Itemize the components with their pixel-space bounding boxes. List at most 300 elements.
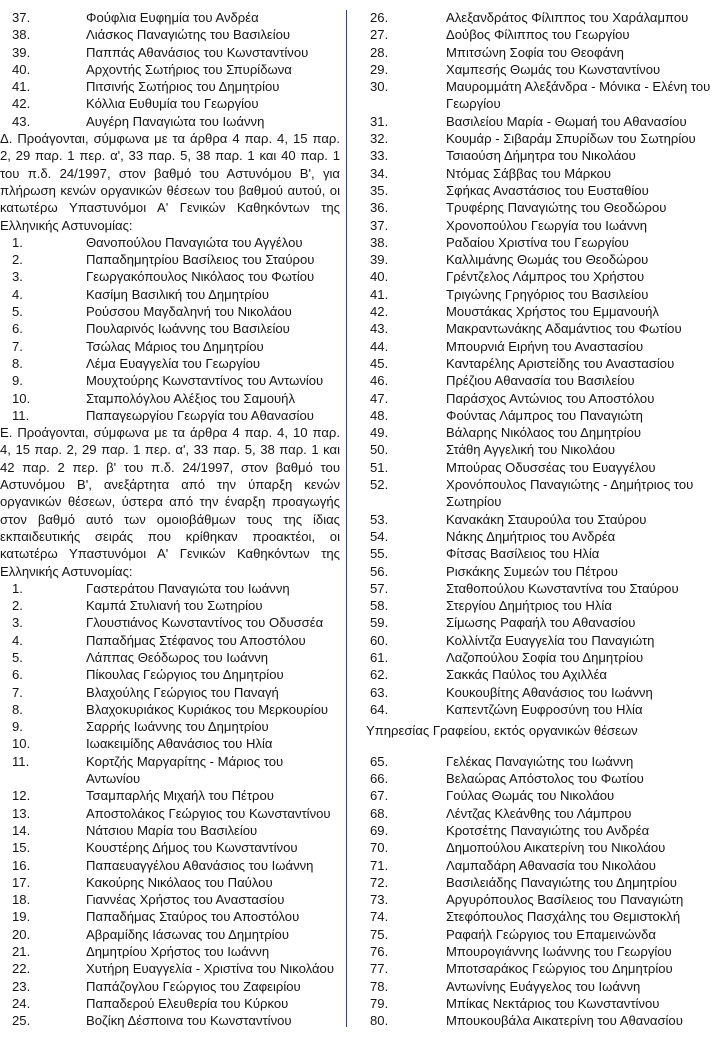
item-number: 38. <box>12 27 31 43</box>
item-name: Γούλας Θωμάς του Νικολάου <box>446 788 615 804</box>
item-number: 55. <box>370 546 389 562</box>
column-divider <box>346 10 347 1027</box>
item-name: Λάππας Θεόδωρος του Ιωάννη <box>86 649 269 665</box>
list-item <box>366 251 716 268</box>
list-item <box>366 78 716 113</box>
list-item <box>0 787 340 804</box>
item-name: Κακούρης Νικόλαος του Παύλου <box>86 874 273 890</box>
list-item <box>0 26 340 43</box>
list-item <box>366 182 716 199</box>
item-name: Ραφαήλ Γεώργιος του Επαμεινώνδα <box>446 926 656 942</box>
item-name: Παπαευαγγέλου Αθανάσιος του Ιωάννη <box>86 857 314 873</box>
list-item <box>366 459 716 476</box>
list-item <box>366 320 716 337</box>
item-name: Σφήκας Αναστάσιος του Ευσταθίου <box>446 182 649 198</box>
list-item <box>366 666 716 683</box>
item-name: Παπάζογλου Γεώργιος του Ζαφειρίου <box>86 978 301 994</box>
list-item <box>366 580 716 597</box>
item-name: Κασίμη Βασιλική του Δημητρίου <box>86 286 269 302</box>
list-item <box>366 130 716 147</box>
item-number: 58. <box>370 598 389 614</box>
item-number: 57. <box>370 580 389 596</box>
list-item <box>0 372 340 389</box>
item-number: 33. <box>370 148 389 164</box>
item-number: 34. <box>370 165 389 181</box>
item-name: Γλουστιάνος Κωνσταντίνος του Οδυσσέα <box>86 615 324 631</box>
list-item <box>0 234 340 251</box>
list-item <box>0 597 340 614</box>
item-name: Μπιτσώνη Σοφία του Θεοφάνη <box>446 44 624 60</box>
item-number: 71. <box>370 857 389 873</box>
item-number: 75. <box>370 926 389 942</box>
list-item <box>366 44 716 61</box>
item-number: 36. <box>370 200 389 216</box>
item-number: 30. <box>370 79 389 95</box>
item-number: 21. <box>12 944 31 960</box>
item-number: 48. <box>370 407 389 423</box>
list-item <box>0 1012 340 1029</box>
item-name: Πρέζιου Αθανασία του Βασιλείου <box>446 373 635 389</box>
item-name: Τσαμπαρλής Μιχαήλ του Πέτρου <box>86 788 274 804</box>
list-item <box>0 857 340 874</box>
item-number: 10. <box>12 390 31 406</box>
item-number: 76. <box>370 944 389 960</box>
item-name: Χρονόπουλος Παναγιώτης - Δημήτριος του Σωτηρίου <box>446 477 694 510</box>
item-number: 9. <box>12 719 23 735</box>
item-number: 11. <box>12 753 30 769</box>
item-number: 14. <box>12 822 31 838</box>
item-name: Μπουρνιά Ειρήνη του Αναστασίου <box>446 338 644 354</box>
item-name: Δούβος Φίλιππος του Γεωργίου <box>446 27 630 43</box>
item-number: 53. <box>370 511 389 527</box>
item-name: Παπαγεωργίου Γεωργία του Αθανασίου <box>86 407 314 423</box>
item-number: 39. <box>370 252 389 268</box>
item-name: Πιτσινής Σωτήριος του Δημητρίου <box>86 79 280 95</box>
item-number: 18. <box>12 892 31 908</box>
item-number: 5. <box>12 649 23 665</box>
list-item <box>0 9 340 26</box>
item-number: 63. <box>370 684 389 700</box>
item-name: Παπαδήμας Σταύρος του Αποστόλου <box>86 909 300 925</box>
list-item <box>0 735 340 752</box>
item-name: Φούντας Λάμπρος του Παναγιώτη <box>446 407 643 423</box>
item-number: 40. <box>12 61 31 77</box>
item-name: Τρυφέρης Παναγιώτης του Θεοδώρου <box>446 200 667 216</box>
item-number: 8. <box>12 701 23 717</box>
list-item <box>366 217 716 234</box>
section-heading: Υπηρεσίας Γραφείου, εκτός οργανικών θέσεων <box>366 723 638 739</box>
list-item <box>366 338 716 355</box>
list-item <box>366 390 716 407</box>
list-item <box>0 407 340 424</box>
item-name: Αβραμίδης Ιάσωνας του Δημητρίου <box>86 926 290 942</box>
item-name: Αρχοντής Σωτήριος του Σπυρίδωνα <box>86 61 292 77</box>
list-item <box>0 926 340 943</box>
item-name: Βελαώρας Απόστολος του Φωτίου <box>446 771 644 787</box>
item-number: 78. <box>370 978 389 994</box>
list-item <box>366 268 716 285</box>
list-item <box>366 372 716 389</box>
item-number: 28. <box>370 44 389 60</box>
list-item <box>366 61 716 78</box>
list-item <box>0 805 340 822</box>
item-name: Παπαδημητρίου Βασίλειος του Σταύρου <box>86 252 315 268</box>
item-number: 15. <box>12 840 31 856</box>
list-item <box>366 441 716 458</box>
list-item <box>366 597 716 614</box>
list-item <box>0 822 340 839</box>
item-number: 2. <box>12 252 23 268</box>
item-number: 1. <box>12 580 23 596</box>
item-number: 41. <box>12 79 31 95</box>
list-item <box>0 390 340 407</box>
item-number: 67. <box>370 788 389 804</box>
item-name: Τσιαούση Δήμητρα του Νικολάου <box>446 148 636 164</box>
item-number: 54. <box>370 528 389 544</box>
item-name: Χρονοπούλου Γεωργία του Ιωάννη <box>446 217 648 233</box>
item-number: 24. <box>12 995 31 1011</box>
list-item <box>366 857 716 874</box>
item-name: Κόλλια Ευθυμία του Γεωργίου <box>86 96 259 112</box>
item-number: 44. <box>370 338 389 354</box>
list-item <box>366 147 716 164</box>
item-name: Αποστολάκος Γεώργιος του Κωνσταντίνου <box>86 805 331 821</box>
item-name: Μουστάκας Χρήστος του Εμμανουήλ <box>446 304 659 320</box>
item-name: Μακραντωνάκης Αδαμάντιος του Φωτίου <box>446 321 682 337</box>
item-number: 35. <box>370 182 389 198</box>
item-name: Πουλαρινός Ιωάννης του Βασιλείου <box>86 321 290 337</box>
item-name: Κανακάκη Σταυρούλα του Σταύρου <box>446 511 647 527</box>
item-name: Στεργίου Δημήτριος του Ηλία <box>446 598 612 614</box>
item-name: Σίμωσης Ραφαήλ του Αθανασίου <box>446 615 636 631</box>
left-column <box>0 9 340 1030</box>
item-name: Βασιλειάδης Παναγιώτης του Δημητρίου <box>446 874 677 890</box>
item-name: Λαζοπούλου Σοφία του Δημητρίου <box>446 649 644 665</box>
item-number: 49. <box>370 425 389 441</box>
list-item <box>0 580 340 597</box>
item-number: 80. <box>370 1013 389 1029</box>
item-name: Γρέντζελος Λάμπρος του Χρήστου <box>446 269 645 285</box>
list-item <box>0 701 340 718</box>
item-number: 56. <box>370 563 389 579</box>
item-number: 9. <box>12 373 23 389</box>
item-name: Νάτσιου Μαρία του Βασιλείου <box>86 822 258 838</box>
list-c-continued <box>0 9 340 130</box>
list-item <box>0 268 340 285</box>
item-number: 5. <box>12 304 23 320</box>
list-item <box>0 44 340 61</box>
list-item <box>0 649 340 666</box>
item-name: Κανταρέλης Αριστείδης του Αναστασίου <box>446 355 675 371</box>
right-column <box>366 9 716 1030</box>
item-name: Φίτσας Βασίλειος του Ηλία <box>446 546 600 562</box>
list-item <box>366 874 716 891</box>
item-name: Δημητρίου Χρήστος του Ιωάννη <box>86 944 270 960</box>
item-name: Χαμπεσής Θωμάς του Κωνσταντίνου <box>446 61 661 77</box>
item-name: Αυγέρη Παναγιώτα του Ιωάννη <box>86 113 265 129</box>
item-name: Σταθοπούλου Κωνσταντίνα του Σταύρου <box>446 580 679 596</box>
item-name: Πίκουλας Γεώργιος του Δημητρίου <box>86 667 284 683</box>
item-name: Γεωργακόπουλος Νικόλαος του Φωτίου <box>86 269 315 285</box>
list-item <box>366 701 716 718</box>
item-name: Λαμπαδάρη Αθανασία του Νικολάου <box>446 857 656 873</box>
item-number: 27. <box>370 27 389 43</box>
item-name: Γελέκας Παναγιώτης του Ιωάννη <box>446 753 634 769</box>
list-d <box>0 234 340 424</box>
item-name: Τσώλας Μάριος του Δημητρίου <box>86 338 264 354</box>
list-item <box>366 424 716 441</box>
list-item <box>0 113 340 130</box>
item-number: 8. <box>12 355 23 371</box>
item-number: 42. <box>12 96 31 112</box>
list-item <box>366 165 716 182</box>
item-name: Ραδαίου Χριστίνα του Γεωργίου <box>446 234 629 250</box>
list-item <box>366 199 716 216</box>
item-number: 25. <box>12 1013 31 1029</box>
item-name: Μπούρας Οδυσσέας του Ευαγγέλου <box>446 459 656 475</box>
item-name: Βασιλείου Μαρία - Θωμαή του Αθανασίου <box>446 113 687 129</box>
list-item <box>0 355 340 372</box>
item-number: 47. <box>370 390 389 406</box>
list-item <box>366 234 716 251</box>
list-item <box>0 891 340 908</box>
item-number: 29. <box>370 61 389 77</box>
list-item <box>0 666 340 683</box>
item-number: 69. <box>370 822 389 838</box>
item-name: Καπεντζώνη Ευφροσύνη του Ηλία <box>446 701 643 717</box>
list-item <box>0 753 340 788</box>
item-number: 40. <box>370 269 389 285</box>
list-item <box>366 908 716 925</box>
item-name: Αντωνίνης Ευάγγελος του Ιωάννη <box>446 978 641 994</box>
list-item <box>0 960 340 977</box>
item-number: 31. <box>370 113 389 129</box>
item-number: 62. <box>370 667 389 683</box>
item-name: Σταμπολόγλου Αλέξιος του Σαμουήλ <box>86 390 296 406</box>
item-name: Κουκουβίτης Αθανάσιος του Ιωάννη <box>446 684 653 700</box>
item-name: Παππάς Αθανάσιος του Κωνσταντίνου <box>86 44 309 60</box>
item-name: Κουμάρ - Σιβαράμ Σπυρίδων του Σωτηρίου <box>446 131 696 147</box>
item-number: 20. <box>12 926 31 942</box>
item-number: 11. <box>12 407 30 423</box>
item-number: 42. <box>370 304 389 320</box>
list-item <box>0 78 340 95</box>
list-item <box>366 805 716 822</box>
item-name: Λιάσκος Παναγιώτης του Βασιλείου <box>86 27 291 43</box>
list-item <box>0 943 340 960</box>
list-item <box>0 614 340 631</box>
list-item <box>366 684 716 701</box>
item-name: Κουστέρης Δήμος του Κωνσταντίνου <box>86 840 298 856</box>
list-item <box>0 978 340 995</box>
paragraph-e: Ε. Προάγονται, σύμφωνα με τα άρθρα 4 παρ. 4, 10 παρ. 4, 15 παρ. 2, 29 παρ. 1 περ. α', 33 παρ. 5, 38 παρ. 1 και 42 παρ. 2 περ. β' του π.δ. 24/1997, στον βαθμό του Αστυνόμου Β', ανεξάρτητα από την ύπαρξη κενών οργανικών θέσεων, ύστερα από την έναρξη προαγωγής στον βαθμό αυτό των ομοιοβάθμων τους της ίδιας εκπαιδευτικής σειράς που κρίθηκαν προακτέοι, οι κατωτέρω Υπαστυνόμοι Α' Γενικών Καθηκόντων της Ελληνικής Αστυνομίας: <box>0 425 340 579</box>
item-number: 17. <box>12 874 31 890</box>
item-name: Μπουρογιάννης Ιωάννης του Γεωργίου <box>446 944 672 960</box>
item-number: 4. <box>12 286 23 302</box>
item-number: 41. <box>370 286 389 302</box>
list-item <box>366 995 716 1012</box>
item-number: 4. <box>12 632 23 648</box>
item-name: Γαστεράτου Παναγιώτα του Ιωάννη <box>86 580 290 596</box>
list-item <box>366 632 716 649</box>
item-number: 7. <box>12 338 23 354</box>
list-item <box>366 9 716 26</box>
item-number: 43. <box>370 321 389 337</box>
item-number: 70. <box>370 840 389 856</box>
item-number: 10. <box>12 736 31 752</box>
list-item <box>366 476 716 511</box>
item-name: Βοζίκη Δέσποινα του Κωνσταντίνου <box>86 1013 292 1029</box>
item-number: 43. <box>12 113 31 129</box>
item-name: Αργυρόπουλος Βασίλειος του Παναγιώτη <box>446 892 684 908</box>
list-item <box>366 960 716 977</box>
list-item <box>366 26 716 43</box>
item-number: 2. <box>12 598 23 614</box>
item-name: Παράσχος Αντώνιος του Αποστόλου <box>446 390 655 406</box>
item-number: 23. <box>12 978 31 994</box>
item-name: Μαυρομμάτη Αλεξάνδρα - Μόνικα - Ελένη του Γεωργίου <box>446 79 711 112</box>
item-number: 73. <box>370 892 389 908</box>
item-number: 61. <box>370 649 389 665</box>
list-item <box>366 770 716 787</box>
list-item <box>366 839 716 856</box>
item-number: 38. <box>370 234 389 250</box>
item-number: 50. <box>370 442 389 458</box>
list-item <box>366 113 716 130</box>
list-item <box>366 528 716 545</box>
item-number: 26. <box>370 10 389 25</box>
list-item <box>0 303 340 320</box>
list-item <box>366 545 716 562</box>
list-item <box>0 839 340 856</box>
item-number: 16. <box>12 857 31 873</box>
item-number: 52. <box>370 477 389 493</box>
item-name: Ντόμας Σάββας του Μάρκου <box>446 165 612 181</box>
list-e <box>0 580 340 1030</box>
list-item <box>0 632 340 649</box>
item-name: Σακκάς Παύλος του Αχιλλέα <box>446 667 608 683</box>
item-name: Θανοπούλου Παναγιώτα του Αγγέλου <box>86 234 303 250</box>
item-name: Λέντζας Κλεάνθης του Λάμπρου <box>446 805 632 821</box>
list-item <box>0 320 340 337</box>
list-item <box>366 614 716 631</box>
item-number: 37. <box>370 217 389 233</box>
item-name: Βλαχούλης Γεώργιος του Παναγή <box>86 684 279 700</box>
item-number: 51. <box>370 459 389 475</box>
item-name: Μπίκας Νεκτάριος του Κωνσταντίνου <box>446 995 660 1011</box>
list-item <box>366 978 716 995</box>
list-item <box>366 926 716 943</box>
item-name: Σαρρής Ιωάννης του Δημητρίου <box>86 719 269 735</box>
list-item <box>0 251 340 268</box>
item-number: 3. <box>12 615 23 631</box>
item-name: Μποτσαράκος Γεώργιος του Δημητρίου <box>446 961 673 977</box>
item-number: 59. <box>370 615 389 631</box>
list-item <box>366 822 716 839</box>
item-number: 39. <box>12 44 31 60</box>
list-item <box>0 95 340 112</box>
item-name: Στάθη Αγγελική του Νικολάου <box>446 442 616 458</box>
list-item <box>0 61 340 78</box>
list-item <box>366 649 716 666</box>
item-number: 65. <box>370 753 389 769</box>
item-number: 72. <box>370 874 389 890</box>
list-item <box>366 787 716 804</box>
item-name: Αλεξανδράτος Φίλιππος του Χαράλαμπου <box>446 10 689 25</box>
list-item <box>0 338 340 355</box>
list-item <box>366 303 716 320</box>
item-name: Κροτσέτης Παναγιώτης του Ανδρέα <box>446 822 650 838</box>
list-office <box>366 753 716 1030</box>
item-name: Δημοπούλου Αικατερίνη του Νικολάου <box>446 840 666 856</box>
item-number: 7. <box>12 684 23 700</box>
list-item <box>366 563 716 580</box>
list-item <box>0 286 340 303</box>
item-number: 22. <box>12 961 31 977</box>
item-number: 1. <box>12 234 23 250</box>
item-name: Στεφόπουλος Πασχάλης του Θεμιστοκλή <box>446 909 681 925</box>
item-number: 60. <box>370 632 389 648</box>
item-name: Παπαδήμας Στέφανος του Αποστόλου <box>86 632 306 648</box>
item-number: 32. <box>370 131 389 147</box>
item-number: 13. <box>12 805 31 821</box>
item-name: Φούφλια Ευφημία του Ανδρέα <box>86 10 259 25</box>
item-number: 19. <box>12 909 31 925</box>
item-number: 77. <box>370 961 389 977</box>
item-number: 45. <box>370 355 389 371</box>
item-name: Παπαδερού Ελευθερία του Κύρκου <box>86 995 289 1011</box>
list-item <box>366 355 716 372</box>
list-item <box>0 684 340 701</box>
item-name: Κολλίντζα Ευαγγελία του Παναγιώτη <box>446 632 655 648</box>
item-name: Ρισκάκης Συμεών του Πέτρου <box>446 563 618 579</box>
item-number: 46. <box>370 373 389 389</box>
item-number: 74. <box>370 909 389 925</box>
item-number: 79. <box>370 995 389 1011</box>
item-name: Ιωακειμίδης Αθανάσιος του Ηλία <box>86 736 273 752</box>
item-name: Καλλιμάνης Θωμάς του Θεοδώρου <box>446 252 649 268</box>
item-name: Μουχτούρης Κωνσταντίνος του Αντωνίου <box>86 373 324 389</box>
list-item <box>366 286 716 303</box>
list-item <box>366 753 716 770</box>
item-number: 68. <box>370 805 389 821</box>
item-number: 66. <box>370 771 389 787</box>
item-number: 6. <box>12 321 23 337</box>
item-name: Νάκης Δημήτριος του Ανδρέα <box>446 528 616 544</box>
item-name: Βλαχοκυριάκος Κυριάκος του Μερκουρίου <box>86 701 329 717</box>
item-name: Γιαννέας Χρήστος του Αναστασίου <box>86 892 285 908</box>
list-item <box>366 943 716 960</box>
item-name: Μπουκουβάλα Αικατερίνη του Αθανασίου <box>446 1013 683 1029</box>
item-name: Κορτζής Μαργαρίτης - Μάριος του Αντωνίου <box>86 753 284 787</box>
list-e-continued <box>366 9 716 718</box>
item-number: 64. <box>370 701 389 717</box>
item-number: 12. <box>12 788 31 804</box>
item-name: Βάλαρης Νικόλαος του Δημητρίου <box>446 425 642 441</box>
list-item <box>366 407 716 424</box>
list-item <box>366 1012 716 1029</box>
item-number: 6. <box>12 667 23 683</box>
item-name: Χυτήρη Ευαγγελία - Χριστίνα του Νικολάου <box>86 961 334 977</box>
list-item <box>0 908 340 925</box>
item-name: Λέμα Ευαγγελία του Γεωργίου <box>86 355 261 371</box>
item-number: 37. <box>12 10 31 25</box>
item-name: Ρούσσου Μαγδαληνή του Νικολάου <box>86 304 292 320</box>
item-number: 3. <box>12 269 23 285</box>
list-item <box>366 511 716 528</box>
item-name: Τριγώνης Γρηγόριος του Βασιλείου <box>446 286 649 302</box>
list-item <box>0 718 340 735</box>
